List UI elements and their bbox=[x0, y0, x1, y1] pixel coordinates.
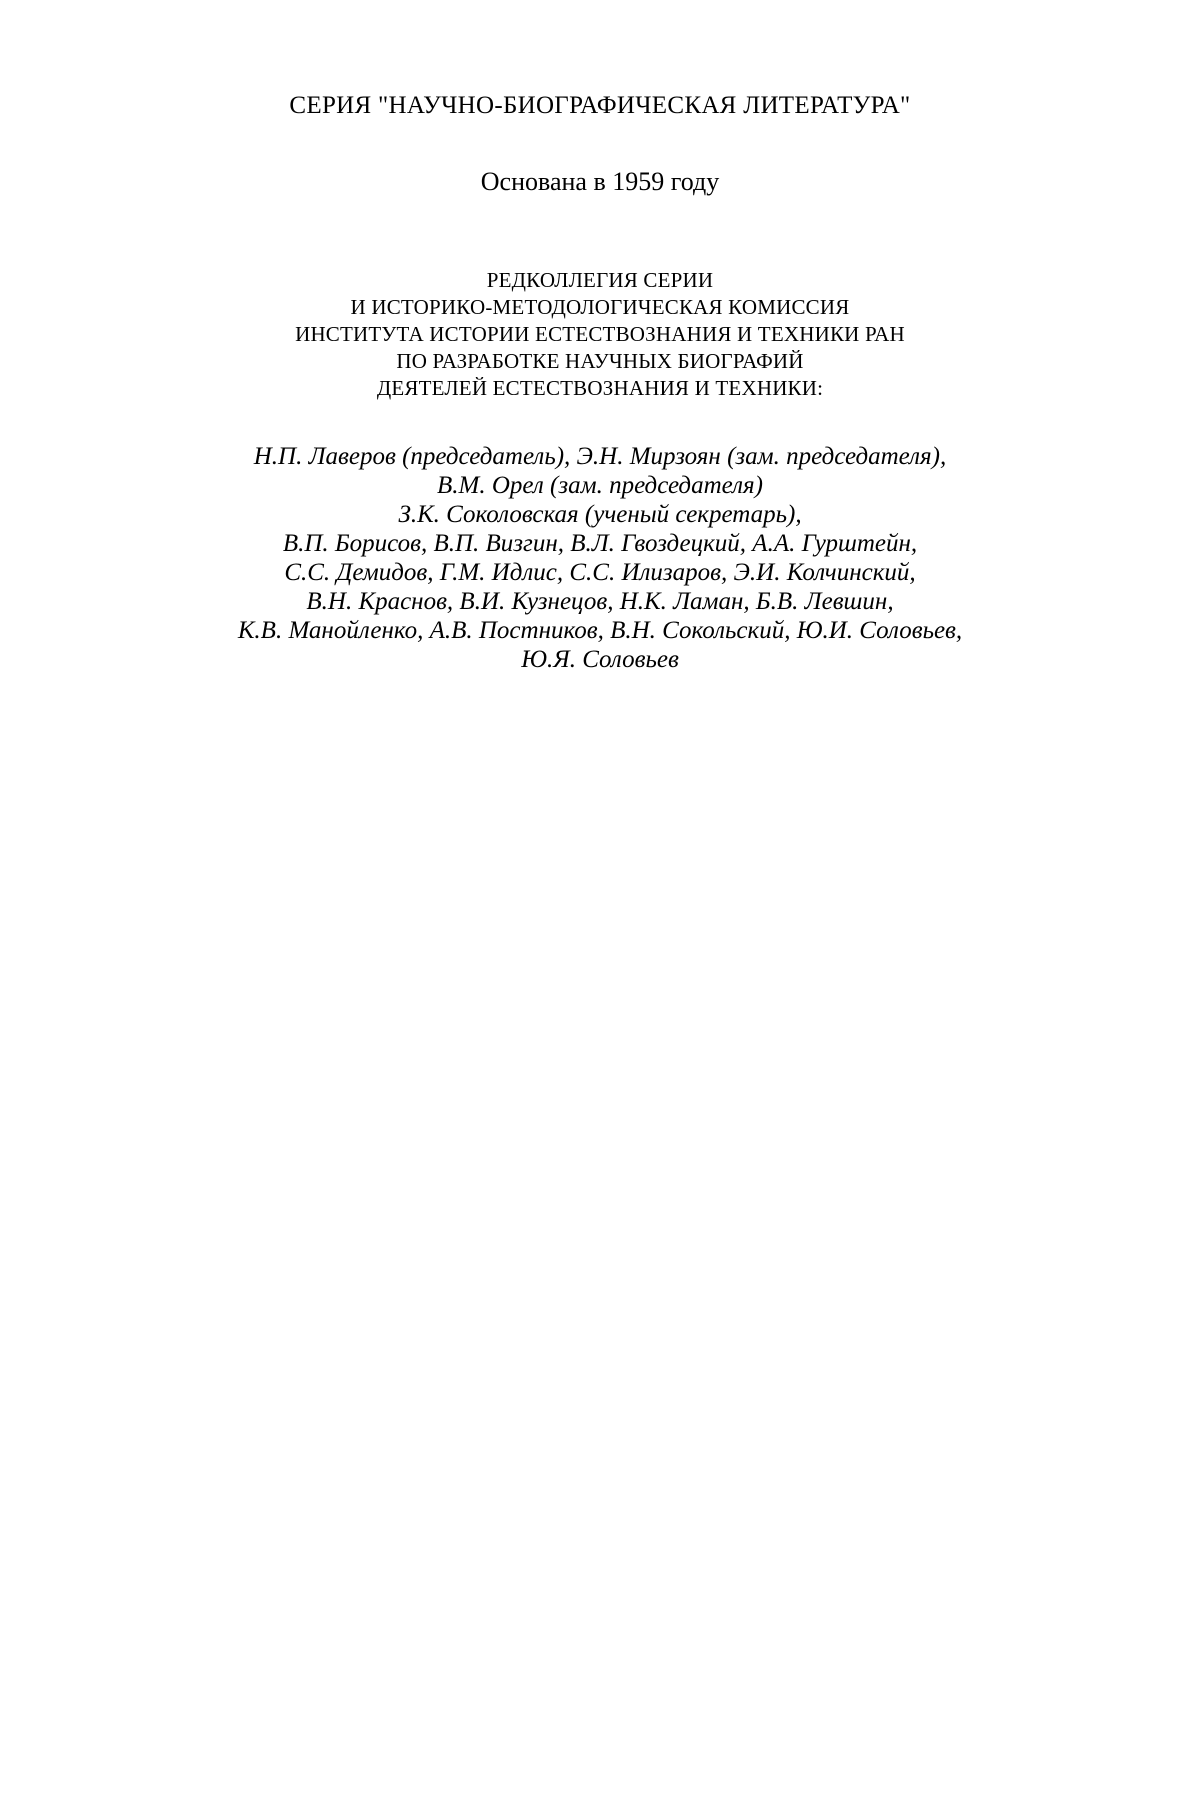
member-line: С.С. Демидов, Г.М. Идлис, С.С. Илизаров, Э.И. Колчинский, bbox=[284, 559, 916, 586]
founded-year-line: Основана в 1959 году bbox=[480, 167, 720, 196]
series-title: СЕРИЯ "НАУЧНО-БИОГРАФИЧЕСКАЯ ЛИТЕРАТУРА" bbox=[289, 92, 911, 119]
board-heading-line: ДЕЯТЕЛЕЙ ЕСТЕСТВОЗНАНИЯ И ТЕХНИКИ: bbox=[376, 376, 824, 400]
member-line: К.В. Манойленко, А.В. Постников, В.Н. Сокольский, Ю.И. Соловьев, bbox=[237, 617, 963, 644]
board-heading-line: ПО РАЗРАБОТКЕ НАУЧНЫХ БИОГРАФИЙ bbox=[396, 349, 804, 373]
member-line: В.П. Борисов, В.П. Визгин, В.Л. Гвоздецкий, А.А. Гурштейн, bbox=[282, 530, 918, 557]
member-line: Н.П. Лаверов (председатель), Э.Н. Мирзоян (зам. председателя), bbox=[253, 443, 947, 470]
board-heading-line: РЕДКОЛЛЕГИЯ СЕРИИ bbox=[486, 268, 714, 292]
board-heading-line: И ИСТОРИКО-МЕТОДОЛОГИЧЕСКАЯ КОМИССИЯ bbox=[350, 295, 850, 319]
member-line: З.К. Соколовская (ученый секретарь), bbox=[398, 501, 802, 528]
member-line: Ю.Я. Соловьев bbox=[521, 646, 679, 673]
board-heading-line: ИНСТИТУТА ИСТОРИИ ЕСТЕСТВОЗНАНИЯ И ТЕХНИКИ РАН bbox=[295, 322, 905, 346]
member-line: В.Н. Краснов, В.И. Кузнецов, Н.К. Ламан, Б.В. Левшин, bbox=[306, 588, 894, 615]
member-line: В.М. Орел (зам. председателя) bbox=[437, 472, 763, 499]
